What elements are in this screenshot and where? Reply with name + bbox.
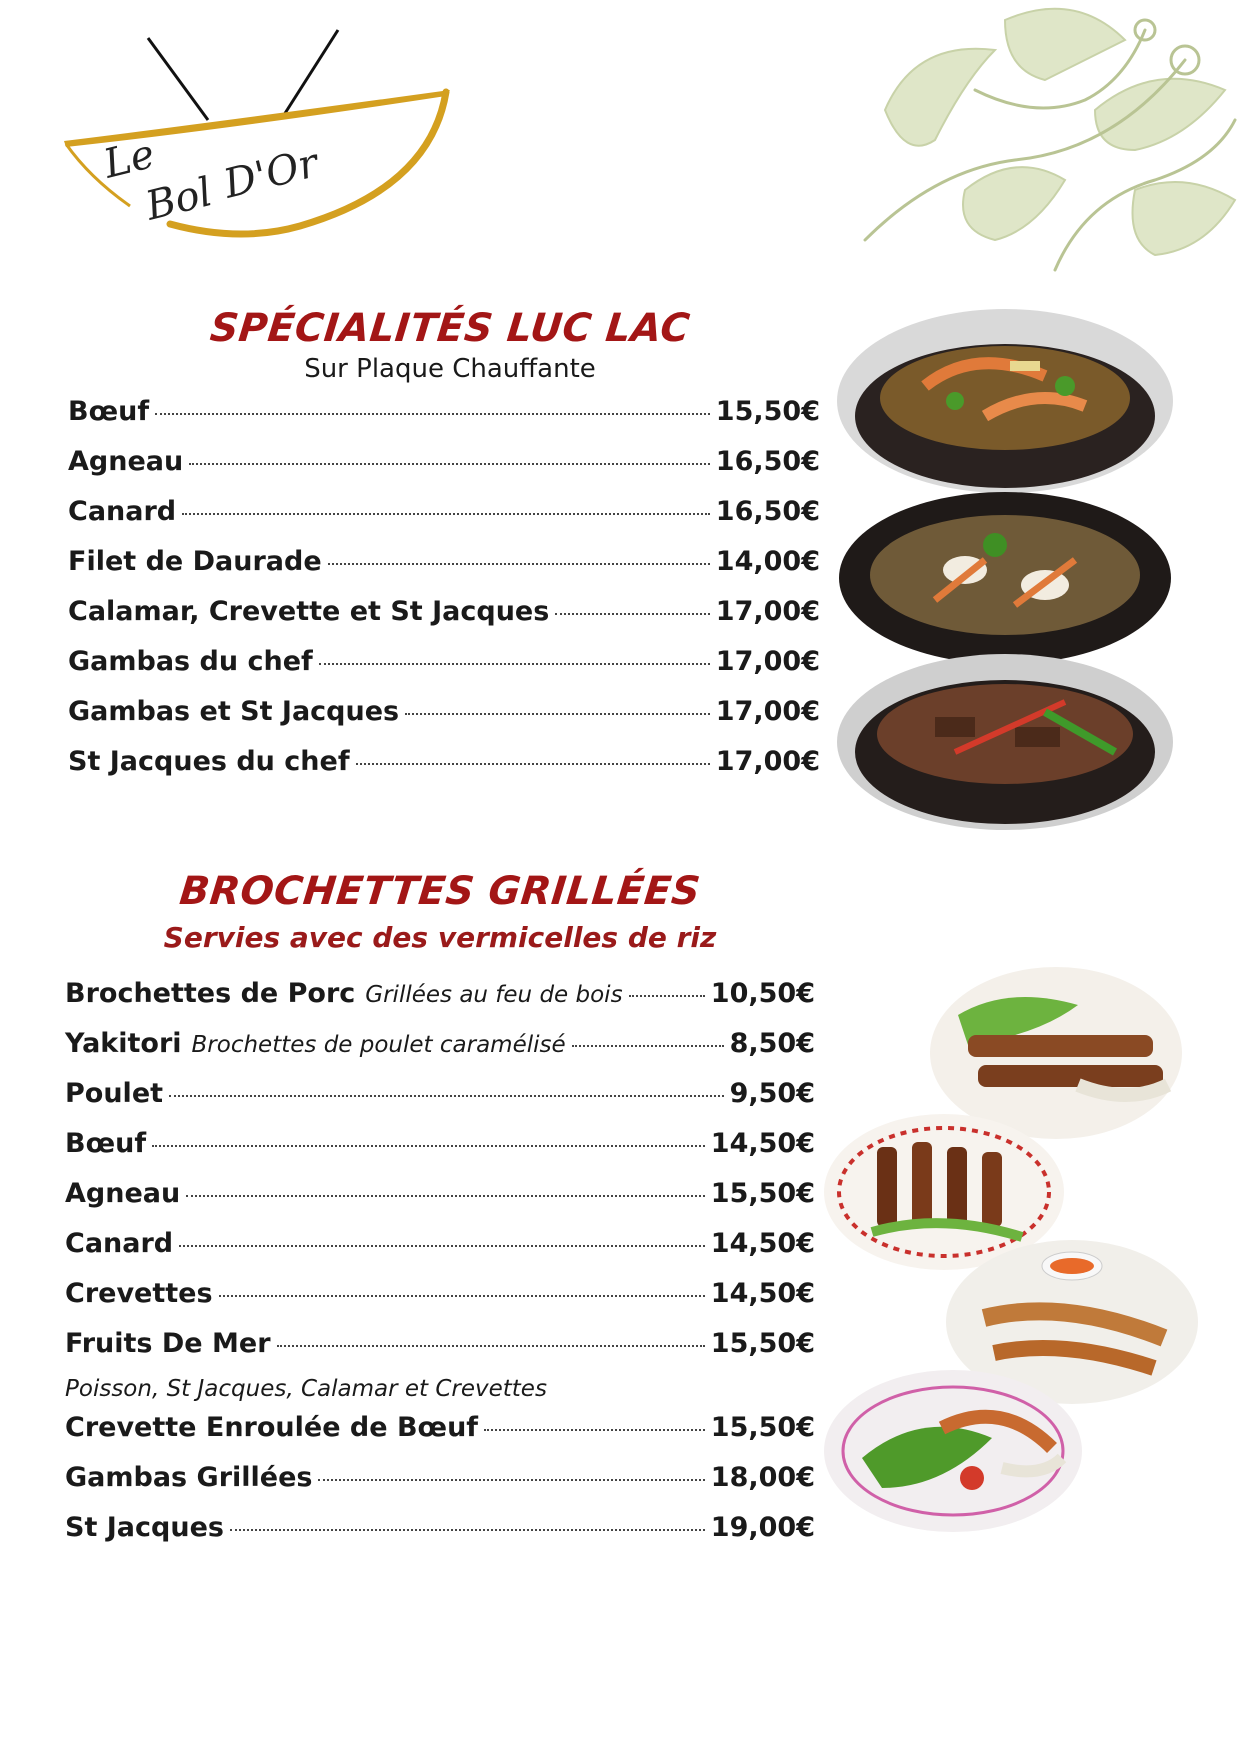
dot-leader <box>169 1095 724 1097</box>
dot-leader <box>629 995 705 997</box>
dish-photo-grilled-salad <box>822 1368 1084 1534</box>
dot-leader <box>328 563 710 565</box>
logo-text-le: Le <box>99 130 160 188</box>
menu-item-row <box>65 1178 815 1228</box>
section-title-brochettes: BROCHETTES GRILLÉES <box>177 869 703 914</box>
dot-leader <box>230 1529 705 1531</box>
dish-photo-beef <box>835 652 1175 832</box>
menu-item-st-jacques-du-chef <box>68 746 820 796</box>
menu-item-row <box>68 596 820 646</box>
menu-item-row <box>68 696 820 746</box>
menu-item-gambas-du-chef <box>68 646 820 696</box>
item-price: 8,50€ <box>729 1028 815 1059</box>
item-price: 15,50€ <box>715 396 820 427</box>
menu-item-brochettes-de-porc <box>65 978 815 1028</box>
menu-item-canard <box>65 1228 815 1278</box>
item-price: 16,50€ <box>715 496 820 527</box>
item-price: 14,50€ <box>710 1128 815 1159</box>
menu-item-row <box>68 496 820 546</box>
item-name: Bœuf <box>68 396 150 427</box>
dot-leader <box>572 1045 724 1047</box>
dish-photo-seafood <box>835 490 1175 665</box>
menu-item-crevette-enroulee-de-boeuf <box>65 1412 815 1462</box>
section-title-luc-lac: SPÉCIALITÉS LUC LAC <box>207 306 693 351</box>
logo-text-dor: D'Or <box>219 140 323 208</box>
item-price: 9,50€ <box>729 1078 815 1109</box>
floral-ornament <box>855 0 1241 280</box>
item-note: Brochettes de poulet caramélisé <box>191 1032 566 1058</box>
menu-item-row <box>68 446 820 496</box>
menu-item-row <box>65 1412 815 1462</box>
item-name: Gambas du chef <box>68 646 313 677</box>
menu-item-row <box>68 396 820 446</box>
item-price: 17,00€ <box>715 646 820 677</box>
menu-item-row <box>65 1462 815 1512</box>
item-name: Fruits De Mer <box>65 1328 271 1359</box>
menu-item-gambas-et-st-jacques <box>68 696 820 746</box>
item-price: 10,50€ <box>710 978 815 1009</box>
menu-item-row <box>68 546 820 596</box>
logo-text-bol: Bol <box>141 169 217 230</box>
item-name: Agneau <box>65 1178 181 1209</box>
chopstick-left <box>148 38 208 120</box>
item-description: Poisson, St Jacques, Calamar et Crevettes <box>65 1376 547 1402</box>
menu-item-crevettes <box>65 1278 815 1328</box>
item-name: Crevette Enroulée de Bœuf <box>65 1412 479 1443</box>
item-price: 14,00€ <box>715 546 820 577</box>
menu-item-poulet <box>65 1078 815 1128</box>
item-price: 17,00€ <box>715 696 820 727</box>
menu-item-calamar-crevette-et-st-jacques <box>68 596 820 646</box>
menu-item-yakitori <box>65 1028 815 1078</box>
menu-item-row <box>65 1028 815 1078</box>
menu-list-brochettes <box>65 978 815 1562</box>
menu-item-boeuf <box>68 396 820 446</box>
dot-leader <box>189 463 710 465</box>
dot-leader <box>152 1145 705 1147</box>
menu-item-agneau <box>68 446 820 496</box>
item-note: Grillées au feu de bois <box>365 982 623 1008</box>
menu-item-st-jacques <box>65 1512 815 1562</box>
item-price: 15,50€ <box>710 1412 815 1443</box>
dot-leader <box>318 1479 704 1481</box>
menu-item-agneau <box>65 1178 815 1228</box>
item-name: Canard <box>65 1228 174 1259</box>
dot-leader <box>179 1245 705 1247</box>
item-price: 16,50€ <box>715 446 820 477</box>
item-name: Filet de Daurade <box>68 546 322 577</box>
item-price: 17,00€ <box>715 746 820 777</box>
dot-leader <box>484 1429 705 1431</box>
item-name: St Jacques du chef <box>68 746 350 777</box>
dot-leader <box>319 663 710 665</box>
dot-leader <box>155 413 710 415</box>
item-name: Agneau <box>68 446 184 477</box>
chopstick-right <box>282 30 338 118</box>
dot-leader <box>555 613 709 615</box>
dot-leader <box>277 1345 705 1347</box>
menu-item-canard <box>68 496 820 546</box>
item-price: 19,00€ <box>710 1512 815 1543</box>
item-price: 14,50€ <box>710 1278 815 1309</box>
item-name: Brochettes de Porc <box>65 978 356 1009</box>
item-name: Calamar, Crevette et St Jacques <box>68 596 550 627</box>
dish-photo-shrimp <box>835 306 1175 496</box>
menu-item-row <box>65 1328 815 1378</box>
section-subtitle-luc-lac: Sur Plaque Chauffante <box>304 354 596 384</box>
item-name: Poulet <box>65 1078 164 1109</box>
menu-item-gambas-grillees <box>65 1462 815 1512</box>
item-name: St Jacques <box>65 1512 224 1543</box>
menu-item-row <box>68 746 820 796</box>
item-name: Canard <box>68 496 177 527</box>
menu-item-row <box>65 1128 815 1178</box>
dot-leader <box>356 763 710 765</box>
item-name: Gambas et St Jacques <box>68 696 400 727</box>
item-price: 17,00€ <box>715 596 820 627</box>
menu-item-row <box>65 1512 815 1562</box>
restaurant-logo <box>60 28 460 248</box>
menu-item-row <box>65 1278 815 1328</box>
item-name: Gambas Grillées <box>65 1462 313 1493</box>
section-subtitle-brochettes: Servies avec des vermicelles de riz <box>163 921 717 954</box>
menu-item-row <box>68 646 820 696</box>
item-name: Yakitori <box>65 1028 182 1059</box>
menu-item-row <box>65 978 815 1028</box>
menu-item-fruits-de-mer <box>65 1328 815 1412</box>
item-price: 15,50€ <box>710 1328 815 1359</box>
item-name: Crevettes <box>65 1278 213 1309</box>
item-price: 14,50€ <box>710 1228 815 1259</box>
dot-leader <box>186 1195 705 1197</box>
menu-item-row <box>65 1228 815 1278</box>
item-name: Bœuf <box>65 1128 147 1159</box>
menu-item-filet-de-daurade <box>68 546 820 596</box>
item-price: 15,50€ <box>710 1178 815 1209</box>
dot-leader <box>219 1295 705 1297</box>
menu-item-boeuf <box>65 1128 815 1178</box>
menu-item-row <box>65 1078 815 1128</box>
menu-list-luc-lac <box>68 396 820 796</box>
item-price: 18,00€ <box>710 1462 815 1493</box>
dot-leader <box>405 713 710 715</box>
dot-leader <box>182 513 710 515</box>
